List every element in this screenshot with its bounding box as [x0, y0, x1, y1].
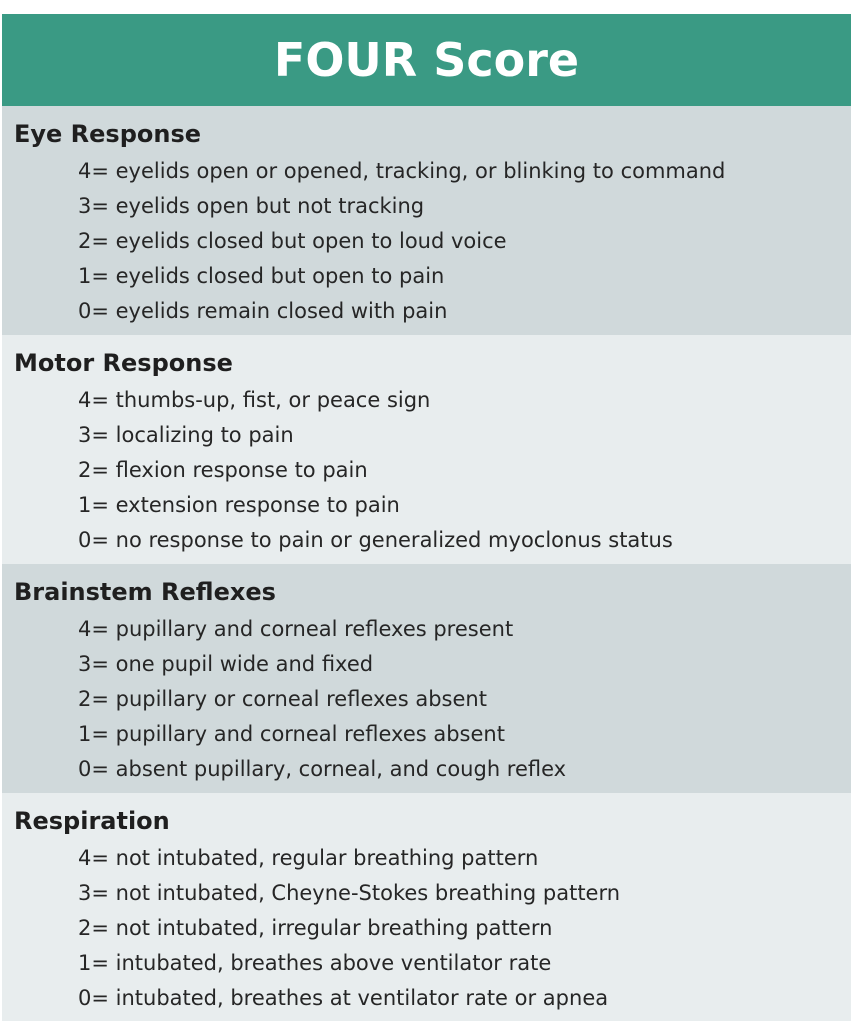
score-item: 2= flexion response to pain	[78, 458, 368, 482]
score-item: 3= not intubated, Cheyne-Stokes breathing pattern	[78, 881, 621, 905]
score-item: 1= eyelids closed but open to pain	[78, 264, 445, 288]
section-respiration	[2, 793, 851, 1021]
section-heading: Respiration	[14, 807, 170, 835]
page-title: FOUR Score	[273, 33, 580, 87]
section-heading: Brainstem Reflexes	[14, 578, 276, 606]
score-item: 2= pupillary or corneal reflexes absent	[78, 687, 487, 711]
section-heading: Motor Response	[14, 349, 233, 377]
score-item: 4= thumbs-up, fist, or peace sign	[78, 388, 431, 412]
score-item: 1= intubated, breathes above ventilator rate	[78, 951, 552, 975]
section-eye-response	[2, 106, 851, 335]
score-list	[14, 154, 851, 329]
score-list	[14, 841, 851, 1016]
score-item: 4= pupillary and corneal reflexes present	[78, 617, 514, 641]
score-item: 4= eyelids open or opened, tracking, or blinking to command	[78, 159, 726, 183]
score-item: 2= not intubated, irregular breathing pattern	[78, 916, 553, 940]
score-item: 0= no response to pain or generalized myoclonus status	[78, 528, 673, 552]
score-item: 4= not intubated, regular breathing pattern	[78, 846, 539, 870]
score-item: 3= eyelids open but not tracking	[78, 194, 425, 218]
score-item: 3= one pupil wide and fixed	[78, 652, 374, 676]
score-item: 0= absent pupillary, corneal, and cough reflex	[78, 757, 567, 781]
section-motor-response	[2, 335, 851, 564]
score-item: 1= pupillary and corneal reflexes absent	[78, 722, 505, 746]
score-item: 1= extension response to pain	[78, 493, 400, 517]
score-item: 3= localizing to pain	[78, 423, 294, 447]
score-item: 0= intubated, breathes at ventilator rate or apnea	[78, 986, 609, 1010]
score-list	[14, 612, 851, 787]
four-score-card	[2, 14, 851, 1021]
section-brainstem-reflexes	[2, 564, 851, 793]
score-item: 2= eyelids closed but open to loud voice	[78, 229, 507, 253]
score-list	[14, 383, 851, 558]
score-item: 0= eyelids remain closed with pain	[78, 299, 448, 323]
section-heading: Eye Response	[14, 120, 202, 148]
title-bar	[2, 14, 851, 106]
